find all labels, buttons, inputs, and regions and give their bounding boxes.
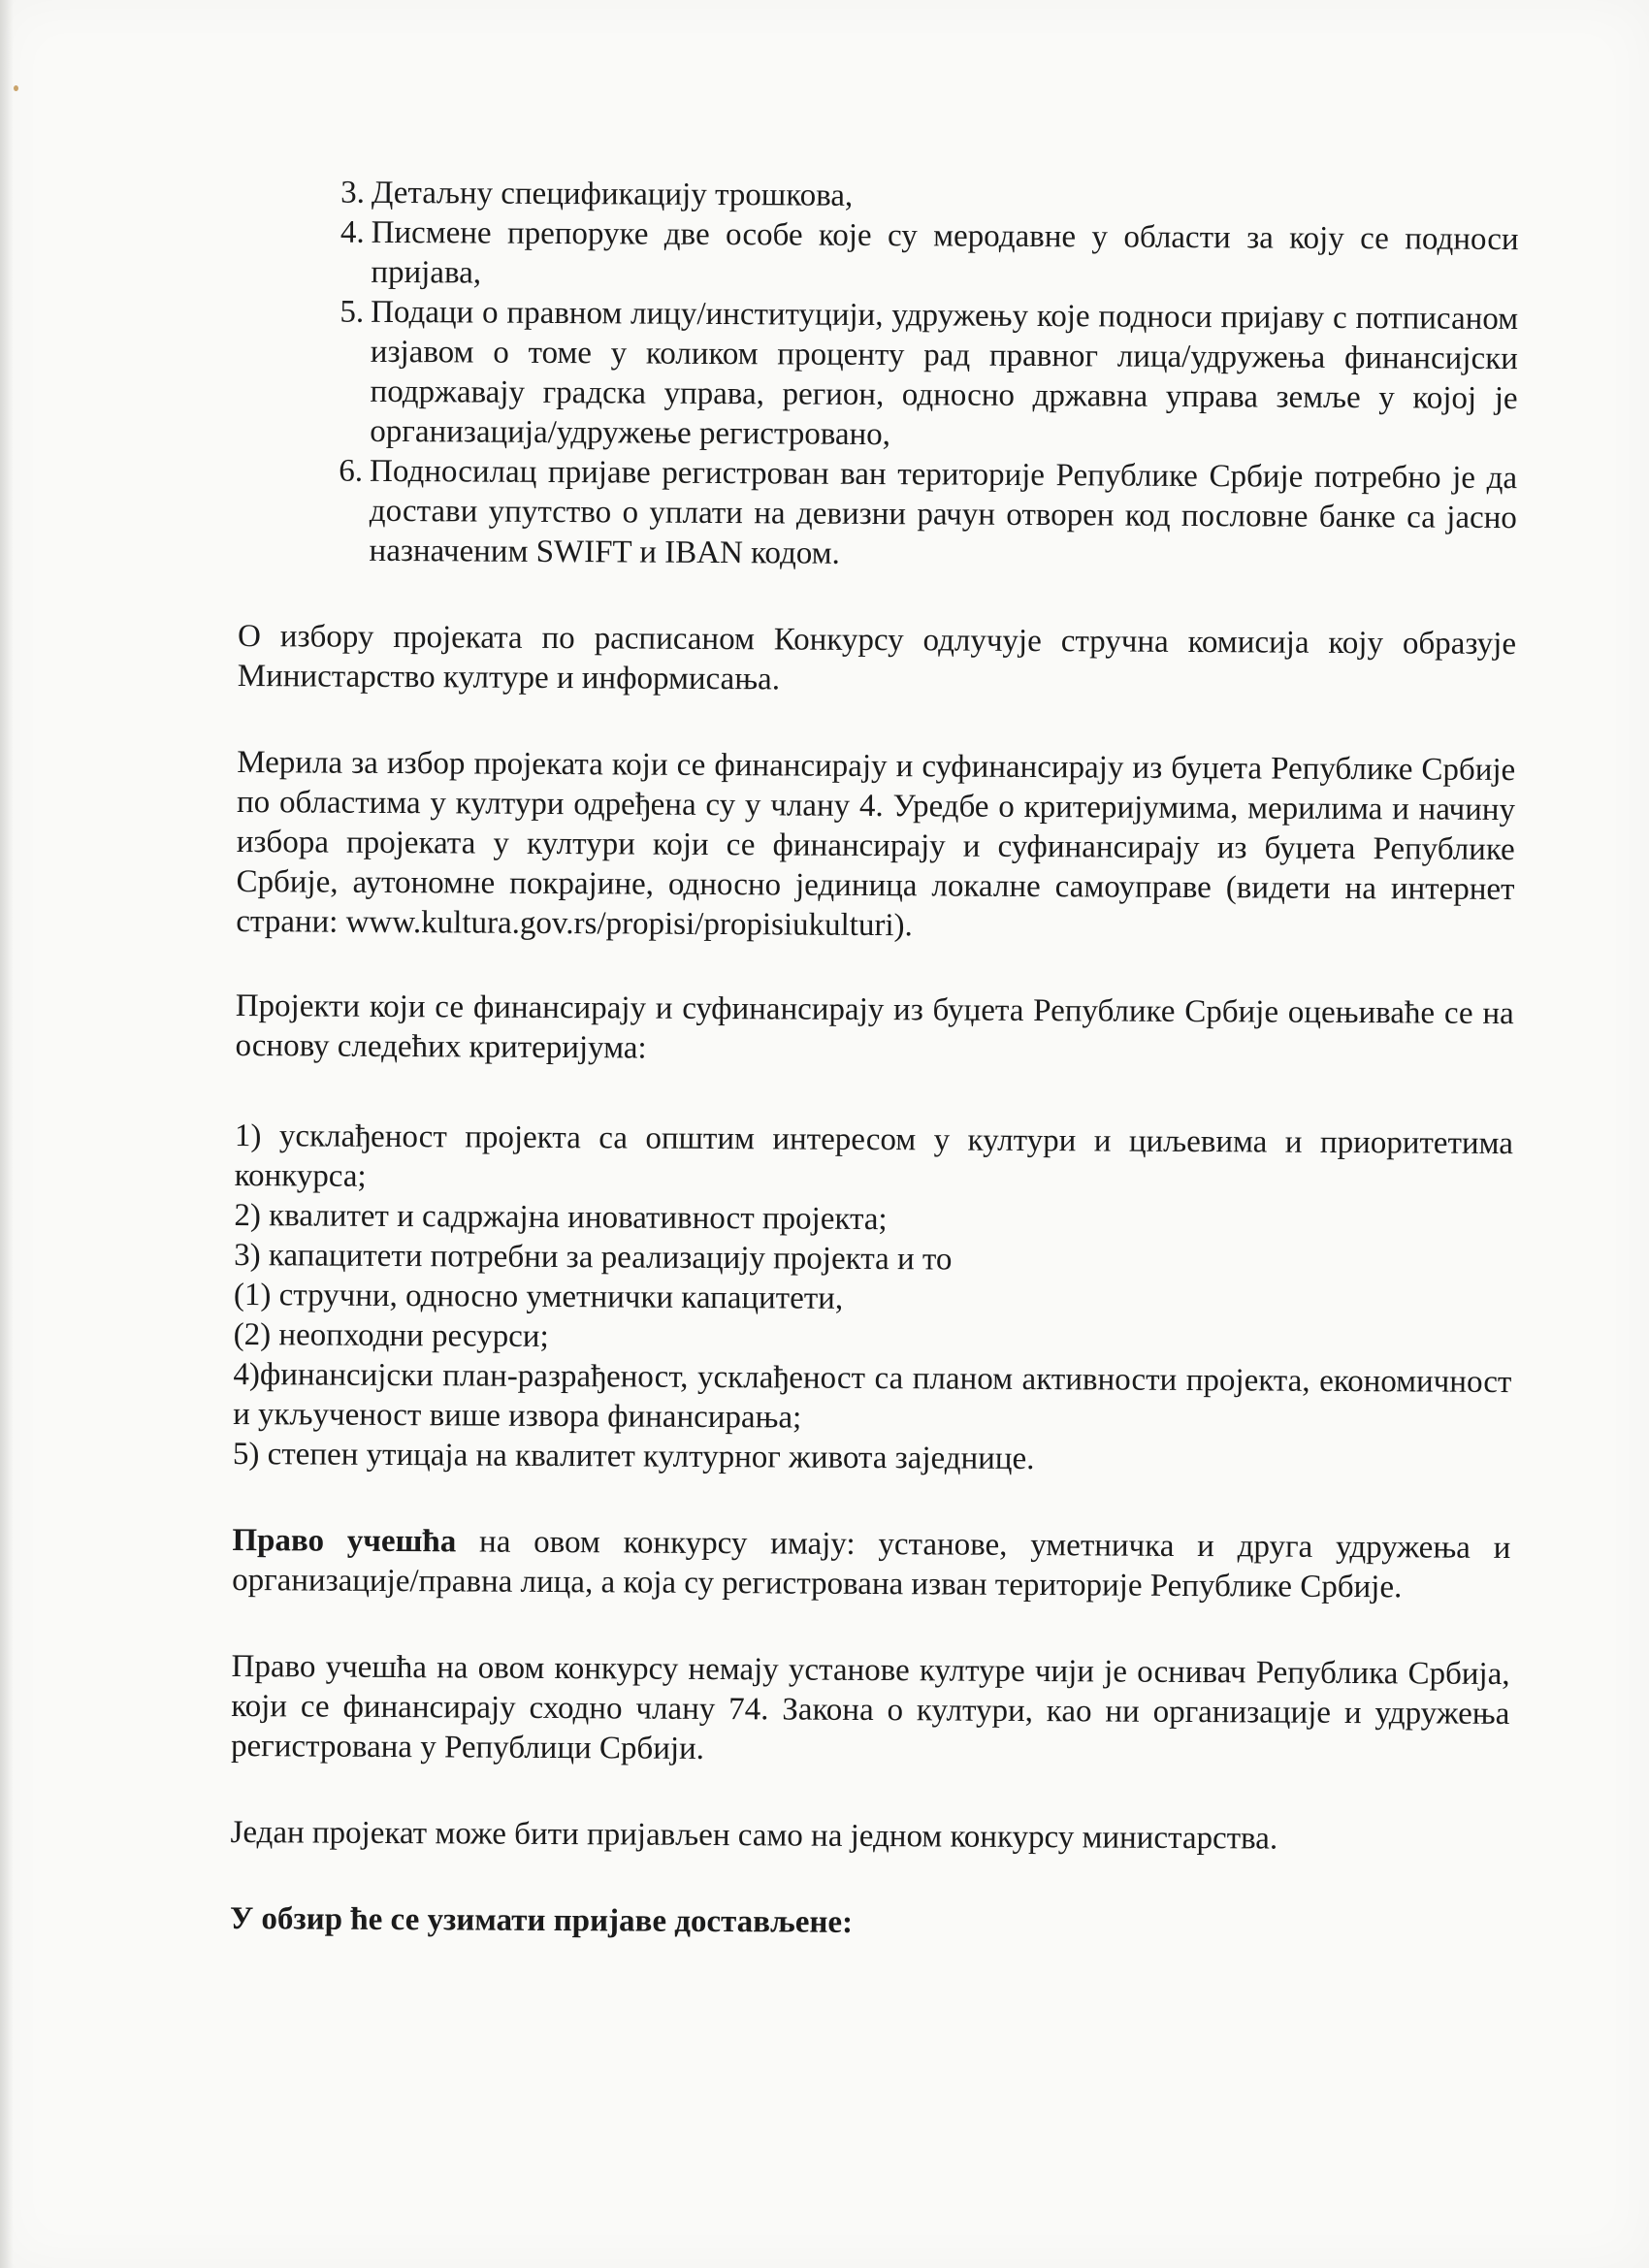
ineligibility-paragraph: Право учешћа на овом конкурсу немају установе културе чији је оснивач Република Србија, који се финансирају сходно члану 74. Закона о култури, као ни организације и удружења регистрована у Републици Србији. bbox=[230, 1648, 1510, 1766]
list-item-number: 4. bbox=[340, 214, 365, 250]
criteria-item: (1) стручни, односно уметнички капацитети, bbox=[233, 1277, 844, 1316]
final-heading: У обзир ће се узимати пријаве достављене: bbox=[229, 1900, 854, 1940]
criteria-list bbox=[233, 1117, 1513, 1482]
list-item-text: Писмене препоруке две особе које су меродавне у области за коју се подноси пријава, bbox=[371, 214, 1519, 291]
scan-edge-shadow bbox=[0, 0, 14, 2268]
criteria-item: 5) степен утицаја на квалитет културног живота заједнице. bbox=[232, 1436, 1035, 1477]
selection-paragraph: О избору пројеката по расписаном Конкурсу одлучује стручна комисија коју образује Министарство културе и информисања. bbox=[237, 618, 1517, 697]
list-item-text: Детаљну спецификацију трошкова, bbox=[371, 175, 854, 213]
requirements-list bbox=[238, 173, 1518, 578]
scan-speck bbox=[14, 85, 18, 91]
criteria-basis-paragraph: Мерила за избор пројеката који се финансирају и суфинансирају из буџета Републике Србије по областима у култури одређена су у члану 4. Уредбе о критеријумима, мерилима и начину избора пројеката у култури који се финансирају и суфинансирају из буџета Републике Србије, аутономне покрајине, односно јединица локалне самоуправе (видети на интернет страни: www.kultura.gov.rs/propisi/propisiukulturi). bbox=[236, 744, 1516, 944]
eligibility-text: на овом конкурсу имају: установе, уметничка и друга удружења и организације/правна лица, а која су регистрована изван територије Републике Србије. bbox=[232, 1524, 1511, 1605]
list-item-number: 3. bbox=[340, 175, 365, 211]
single-application-paragraph: Један пројекат може бити пријављен само на једном конкурсу министарства. bbox=[230, 1814, 1278, 1857]
eligibility-heading: Право учешћа bbox=[232, 1522, 457, 1560]
list-item bbox=[238, 451, 1517, 578]
list-item bbox=[240, 212, 1518, 300]
list-item bbox=[239, 292, 1518, 459]
list-item-text: Подносилац пријаве регистрован ван територије Републике Србије потребно је да достави упутство о уплати на девизни рачун отворен код пословне банке са јасно назначеним SWIFT и IBAN кодом. bbox=[369, 453, 1518, 571]
criteria-item: 2) квалитет и садржајна иновативност пројекта; bbox=[234, 1197, 888, 1238]
list-item-number: 5. bbox=[340, 294, 365, 330]
evaluation-intro-paragraph: Пројекти који се финансирају и суфинансирају из буџета Републике Србије оцењиваће се на основу следећих критеријума: bbox=[235, 988, 1514, 1066]
list-item-number: 6. bbox=[339, 453, 364, 489]
criteria-item: 3) капацитети потребни за реализацију пројекта и то bbox=[234, 1237, 953, 1278]
criteria-item: 4)финансијски план-разрађеност, усклађеност са планом активности пројекта, економичност и укљученост више извора финансирања; bbox=[233, 1356, 1512, 1436]
criteria-item: (2) неопходни ресурси; bbox=[233, 1316, 549, 1354]
list-item-text: Подаци о правном лицу/институцији, удружењу које подноси пријаву с потписаном изјавом о томе у коликом проценту рад правног лица/удружења финансијски подржавају градска управа, регион, односно државна управа земље у којој је организација/удружење регистровано, bbox=[370, 294, 1519, 453]
document-body bbox=[230, 173, 1519, 1947]
eligibility-paragraph bbox=[232, 1521, 1510, 1608]
criteria-item: 1) усклађеност пројекта са општим интересом у култури и циљевима и приоритетима конкурса; bbox=[234, 1118, 1514, 1194]
